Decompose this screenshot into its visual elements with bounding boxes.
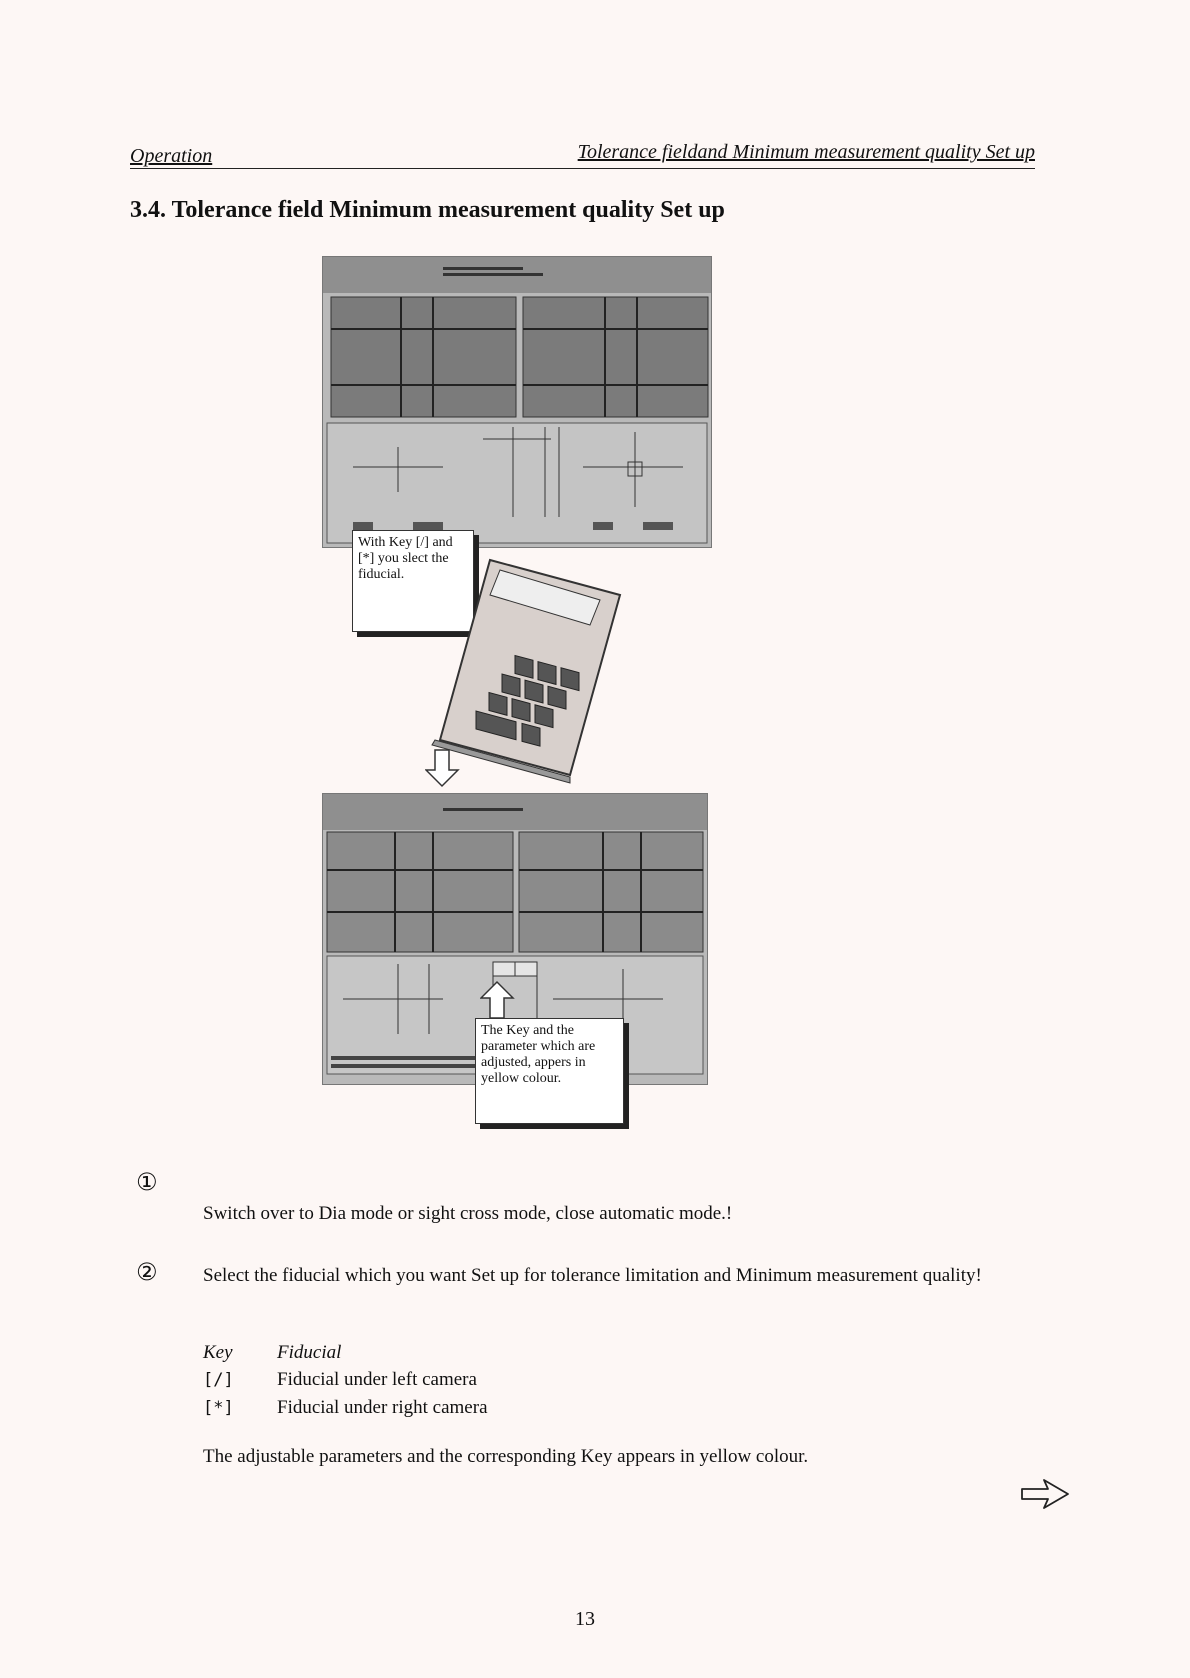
down-arrow-icon — [425, 748, 461, 788]
note-text: The adjustable parameters and the corresponding Key appears in yellow colour. — [203, 1446, 809, 1467]
key-table-key: [*] — [203, 1398, 234, 1418]
screen-top — [322, 256, 712, 548]
page-number: 13 — [575, 1608, 595, 1630]
key-table-row — [203, 1394, 488, 1422]
callout-top: With Key [/] and [*] you slect the fiducial. — [352, 530, 474, 632]
header-left: Operation — [130, 145, 213, 167]
key-table-header-fiducial: Fiducial — [277, 1342, 342, 1363]
callout-bottom: The Key and the parameter which are adjusted, appers in yellow colour. — [475, 1018, 624, 1124]
screen-top-graphic — [323, 257, 711, 547]
header-right: Tolerance fieldand Minimum measurement quality Set up — [577, 141, 1035, 163]
step-1-text: Switch over to Dia mode or sight cross mode, close automatic mode.! — [203, 1203, 733, 1224]
key-table-row — [203, 1366, 488, 1394]
section-title: 3.4. Tolerance field Minimum measurement quality Set up — [130, 197, 725, 223]
key-table-key: [/] — [203, 1370, 234, 1390]
key-table-header-key: Key — [203, 1342, 233, 1363]
header-rule — [130, 168, 1035, 169]
up-arrow-icon — [480, 980, 516, 1020]
key-table-fiducial: Fiducial under right camera — [277, 1397, 488, 1418]
right-arrow-icon — [1018, 1476, 1072, 1512]
step-2-marker: ② — [136, 1258, 158, 1286]
key-table-header — [203, 1339, 488, 1366]
step-1-marker: ① — [136, 1168, 158, 1196]
step-2-text: Select the fiducial which you want Set up for tolerance limitation and Minimum measurement quality! — [203, 1265, 982, 1286]
key-table-fiducial: Fiducial under left camera — [277, 1369, 477, 1390]
key-table — [203, 1339, 488, 1422]
